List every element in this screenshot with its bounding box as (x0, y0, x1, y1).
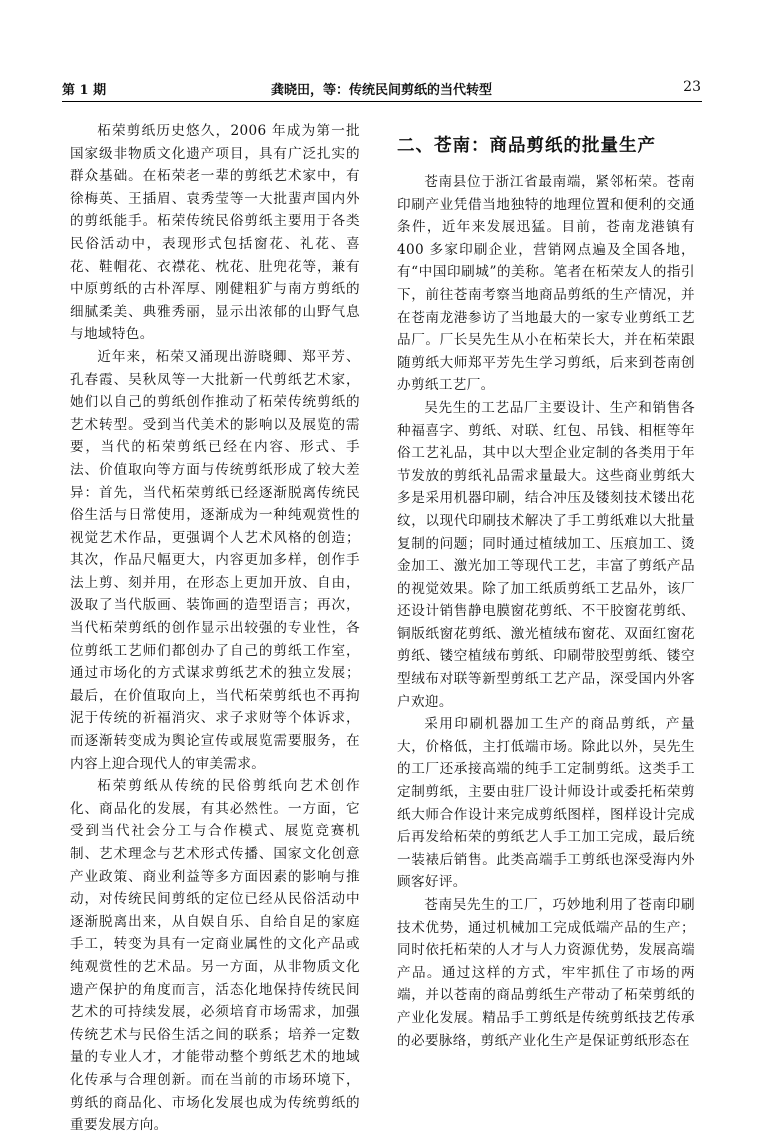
page-number: 23 (683, 79, 701, 95)
body-paragraph: 近年来，柘荣又涌现出游晓卿、郑平芳、孔春霞、吴秋凤等一大批新一代剪纸艺术家，她们以自己的剪纸创作推动了柘荣传统剪纸的艺术转型。受到当代美术的影响以及展览的需要，当代的柘荣剪纸已经在内容、形式、手法、价值取向等方面与传统剪纸形成了较大差异：首先，当代柘荣剪纸已经逐渐脱离传统民俗生活与日常使用，逐渐成为一种纯观赏性的视觉艺术作品，更强调个人艺术风格的创造；其次，作品尺幅更大，内容更加多样，创作手法上剪、刻并用，在形态上更加开放、自由，汲取了当代版画、装饰画的造型语言；再次，当代柘荣剪纸的创作显示出较强的专业性，各位剪纸工艺师们都创办了自己的剪纸工作室，通过市场化的方式谋求剪纸艺术的独立发展；最后，在价值取向上，当代柘荣剪纸也不再拘泥于传统的祈福消灾、求子求财等个体诉求，而逐渐转变成为舆论宣传或展览需要服务，在内容上迎合现代人的审美需求。 (70, 348, 360, 772)
body-paragraph: 吴先生的工艺品厂主要设计、生产和销售各种福喜字、剪纸、对联、红包、吊钱、相框等年俗工艺礼品，其中以大型企业定制的各类用于年节发放的剪纸礼品需求量最大。这些商业剪纸大多是采用机器印刷，结合冲压及镂刻技术镂出花纹，以现代印刷技术解决了手工剪纸难以大批量复制的问题；同时通过植绒加工、压痕加工、烫金加工、激光加工等现代工艺，丰富了剪纸产品的视觉效果。除了加工纸质剪纸工艺品外，该厂还设计销售静电膜窗花剪纸、不干胶窗花剪纸、铜版纸窗花剪纸、激光植绒布窗花、双面红窗花剪纸、镂空植绒布剪纸、印刷带胶型剪纸、镂空型绒布对联等新型剪纸工艺产品，深受国内外客户欢迎。 (397, 399, 695, 710)
page-header (62, 79, 701, 101)
section-heading: 二、苍南：商品剪纸的批量生产 (397, 136, 656, 156)
running-title: 龚晓田，等：传统民间剪纸的当代转型 (270, 83, 492, 98)
body-paragraph: 苍南吴先生的工厂，巧妙地利用了苍南印刷技术优势，通过机械加工完成低端产品的生产；同时依托柘荣的人才与人力资源优势，发展高端产品。通过这样的方式，牢牢抓住了市场的两端，并以苍南的商品剪纸生产带动了柘荣剪纸的产业化发展。精品手工剪纸是传统剪纸技艺传承的必要脉络，剪纸产业化生产是保证剪纸形态在 (397, 897, 695, 1049)
body-paragraph: 柘荣剪纸历史悠久，2006 年成为第一批国家级非物质文化遗产项目，具有广泛扎实的群众基础。在柘荣老一辈的剪纸艺术家中，有徐梅英、王插眉、袁秀莹等一大批蜚声国内外的剪纸能手。柘荣传统民俗剪纸主要用于各类民俗活动中，表现形式包括窗花、礼花、喜花、鞋帽花、衣襟花、枕花、肚兜花等，兼有中原剪纸的古朴浑厚、刚健粗犷与南方剪纸的细腻柔美、典雅秀丽，显示出浓郁的山野气息与地域特色。 (70, 123, 360, 343)
body-paragraph: 柘荣剪纸从传统的民俗剪纸向艺术创作化、商品化的发展，有其必然性。一方面，它受到当代社会分工与合作模式、展览竞赛机制、艺术理念与艺术形式传播、国家文化创意产业政策、商业利益等多方面因素的影响与推动，对传统民间剪纸的定位已经从民俗活动中逐渐脱离出来，从自娱自乐、自给自足的家庭手工，转变为具有一定商业属性的文化产品或纯观赏性的艺术品。另一方面，从非物质文化遗产保护的角度而言，活态化地保持传统民间艺术的可持续发展，必须培育市场需求，加强传统艺术与民俗生活之间的联系；培养一定数量的专业人才，才能带动整个剪纸艺术的地域化传承与合理创新。而在当前的市场环境下，剪纸的商品化、市场化发展也成为传统剪纸的重要发展方向。 (70, 778, 360, 1134)
issue-number: 第 1 期 (62, 83, 107, 98)
header-rule (62, 101, 702, 102)
right-column (397, 171, 695, 1052)
body-paragraph: 采用印刷机器加工生产的商品剪纸，产量大，价格低，主打低端市场。除此以外，吴先生的工厂还承接高端的纯手工定制剪纸。这类手工定制剪纸，主要由驻厂设计师设计或委托柘荣剪纸大师合作设计来完成剪纸图样，图样设计完成后再发给柘荣的剪纸艺人手工加工完成，最后统一装裱后销售。此类高端手工剪纸也深受海内外顾客好评。 (397, 716, 695, 891)
body-paragraph: 苍南县位于浙江省最南端，紧邻柘荣。苍南印刷产业凭借当地独特的地理位置和便利的交通条件，近年来发展迅猛。目前，苍南龙港镇有 400 多家印刷企业，营销网点遍及全国各地，有“中国印刷城”的美称。笔者在柘荣友人的指引下，前往苍南考察当地商品剪纸的生产情况，并在苍南龙港参访了当地最大的一家专业剪纸工艺品厂。厂长吴先生从小在柘荣长大，并在柘荣跟随剪纸大师郑平芳先生学习剪纸，后来到苍南创办剪纸工艺厂。 (397, 174, 695, 394)
left-column (70, 120, 360, 1137)
